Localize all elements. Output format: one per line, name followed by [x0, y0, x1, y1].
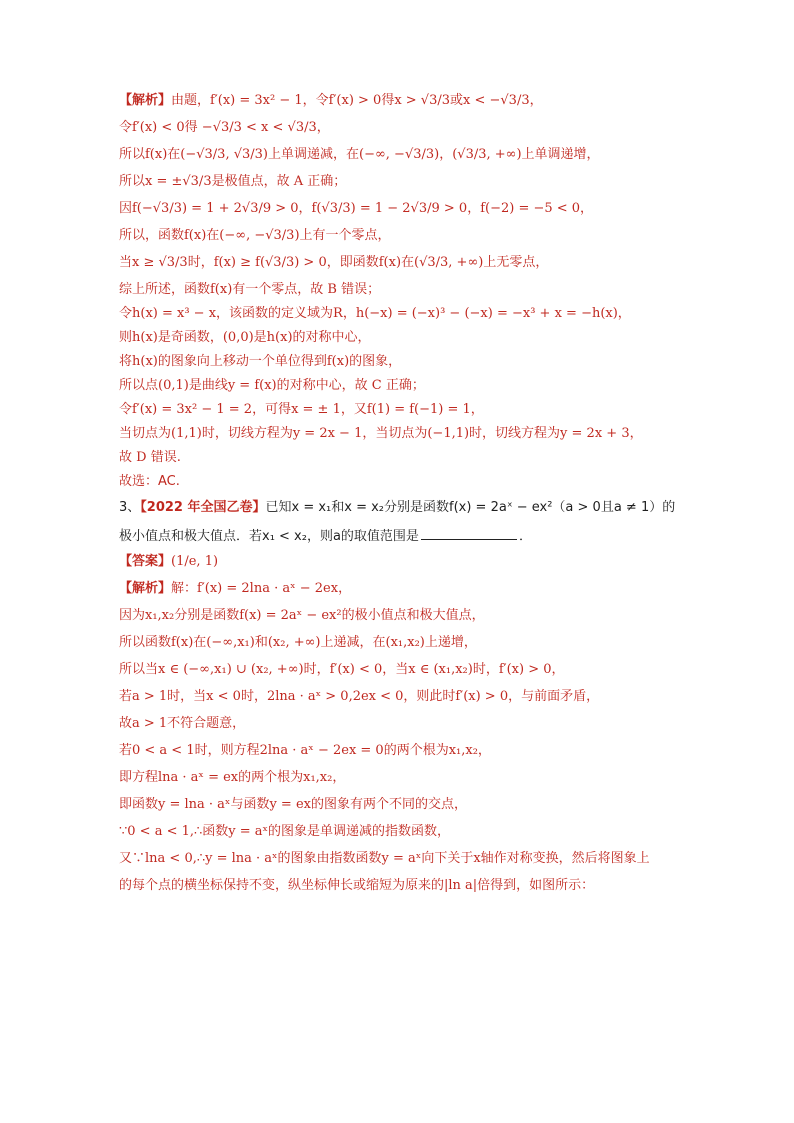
solution2-line-4: 所以当x ∈ (−∞,x₁) ∪ (x₂, +∞)时，f′(x) < 0，当x ∈ (x₁,x₂)时，f′(x) > 0，	[119, 662, 565, 677]
solution-line-5: 因f(−√3/3) = 1 + 2√3/9 > 0，f(√3/3) = 1 − 2√3/9 > 0，f(−2) = −5 < 0，	[119, 201, 594, 216]
answer-line	[119, 552, 679, 579]
solution2-line-11: 又∵lna < 0,∴y = lna · aˣ的图象由指数函数y = aˣ向下关于x轴作对称变换，然后将图象上	[119, 851, 650, 866]
solution-line-10: 则h(x)是奇函数，(0,0)是h(x)的对称中心，	[119, 330, 371, 345]
solution2-line-5: 若a > 1时，当x < 0时，2lna · aˣ > 0,2ex < 0，则此时f′(x) > 0，与前面矛盾，	[119, 689, 600, 704]
solution2-line-7: 若0 < a < 1时，则方程2lna · aˣ − 2ex = 0的两个根为x₁,x₂，	[119, 743, 491, 758]
solution2-line-10: ∵0 < a < 1,∴函数y = aˣ的图象是单调递减的指数函数，	[119, 824, 451, 839]
solution-line-2: 令f′(x) < 0得 −√3/3 < x < √3/3，	[119, 120, 330, 135]
solution2-line-8: 即方程lna · aˣ = ex的两个根为x₁,x₂，	[119, 770, 346, 785]
answer-value: (1/e, 1)	[171, 554, 219, 569]
solution-line-15: 故 D 错误.	[119, 450, 181, 465]
solution2-line-12: 的每个点的横坐标保持不变，纵坐标伸长或缩短为原来的|ln a|倍得到，如图所示：	[119, 878, 595, 893]
problem-text-b: 极小值点和极大值点．若x₁ < x₂，则a的取值范围是	[119, 529, 419, 544]
solution-line-9: 令h(x) = x³ − x，该函数的定义域为R，h(−x) = (−x)³ − (−x) = −x³ + x = −h(x)，	[119, 306, 631, 321]
solution2-line-9: 即函数y = lna · aˣ与函数y = ex的图象有两个不同的交点，	[119, 797, 467, 812]
solution-line-12: 所以点(0,1)是曲线y = f(x)的对称中心，故 C 正确；	[119, 378, 425, 393]
solution2-line-1: 【解析】解：f′(x) = 2lna · aˣ − 2ex，	[119, 581, 352, 596]
solution2-line-6: 故a > 1不符合题意，	[119, 716, 246, 731]
solution-line-7: 当x ≥ √3/3时，f(x) ≥ f(√3/3) > 0，即函数f(x)在(√3/3, +∞)上无零点，	[119, 255, 549, 270]
analysis-tag: 【解析】	[119, 93, 172, 108]
analysis-tag-2: 【解析】	[119, 581, 172, 596]
problem-3-line-2: 极小值点和极大值点．若x₁ < x₂，则a的取值范围是 ．	[119, 525, 679, 552]
solution2-line-2: 因为x₁,x₂分别是函数f(x) = 2aˣ − ex²的极小值点和极大值点，	[119, 608, 485, 623]
final-choice: 故选：AC.	[119, 474, 180, 489]
problem-3-line-1	[119, 498, 679, 525]
solution-line-3: 所以f(x)在(−√3/3, √3/3)上单调递减，在(−∞, −√3/3)，(√3/3, +∞)上单调递增，	[119, 147, 600, 162]
answer-tag: 【答案】	[119, 554, 172, 569]
solution-line-14: 当切点为(1,1)时，切线方程为y = 2x − 1，当切点为(−1,1)时，切线方程为y = 2x + 3，	[119, 426, 643, 441]
solution-line-8: 综上所述，函数f(x)有一个零点，故 B 错误；	[119, 282, 381, 297]
solution-line-1: 【解析】由题，f′(x) = 3x² − 1，令f′(x) > 0得x > √3/3或x < −√3/3，	[119, 93, 543, 108]
answer-blank	[421, 525, 517, 540]
solution-line-4: 所以x = ±√3/3是极值点，故 A 正确；	[119, 174, 347, 189]
problem-text-a: 已知x = x₁和x = x₂分别是函数f(x) = 2aˣ − ex²（a > 0且a ≠ 1）的	[265, 500, 676, 515]
solution-line-6: 所以，函数f(x)在(−∞, −√3/3)上有一个零点，	[119, 228, 391, 243]
solution2-line-3: 所以函数f(x)在(−∞,x₁)和(x₂, +∞)上递减，在(x₁,x₂)上递增，	[119, 635, 477, 650]
problem-source: 【2022 年全国乙卷】	[140, 500, 266, 515]
solution-line-13: 令f′(x) = 3x² − 1 = 2，可得x = ± 1，又f(1) = f(−1) = 1，	[119, 402, 484, 417]
problem-number: 3、	[119, 500, 141, 515]
content-area	[119, 91, 679, 903]
solution-line-11: 将h(x)的图象向上移动一个单位得到f(x)的图象，	[119, 354, 402, 369]
